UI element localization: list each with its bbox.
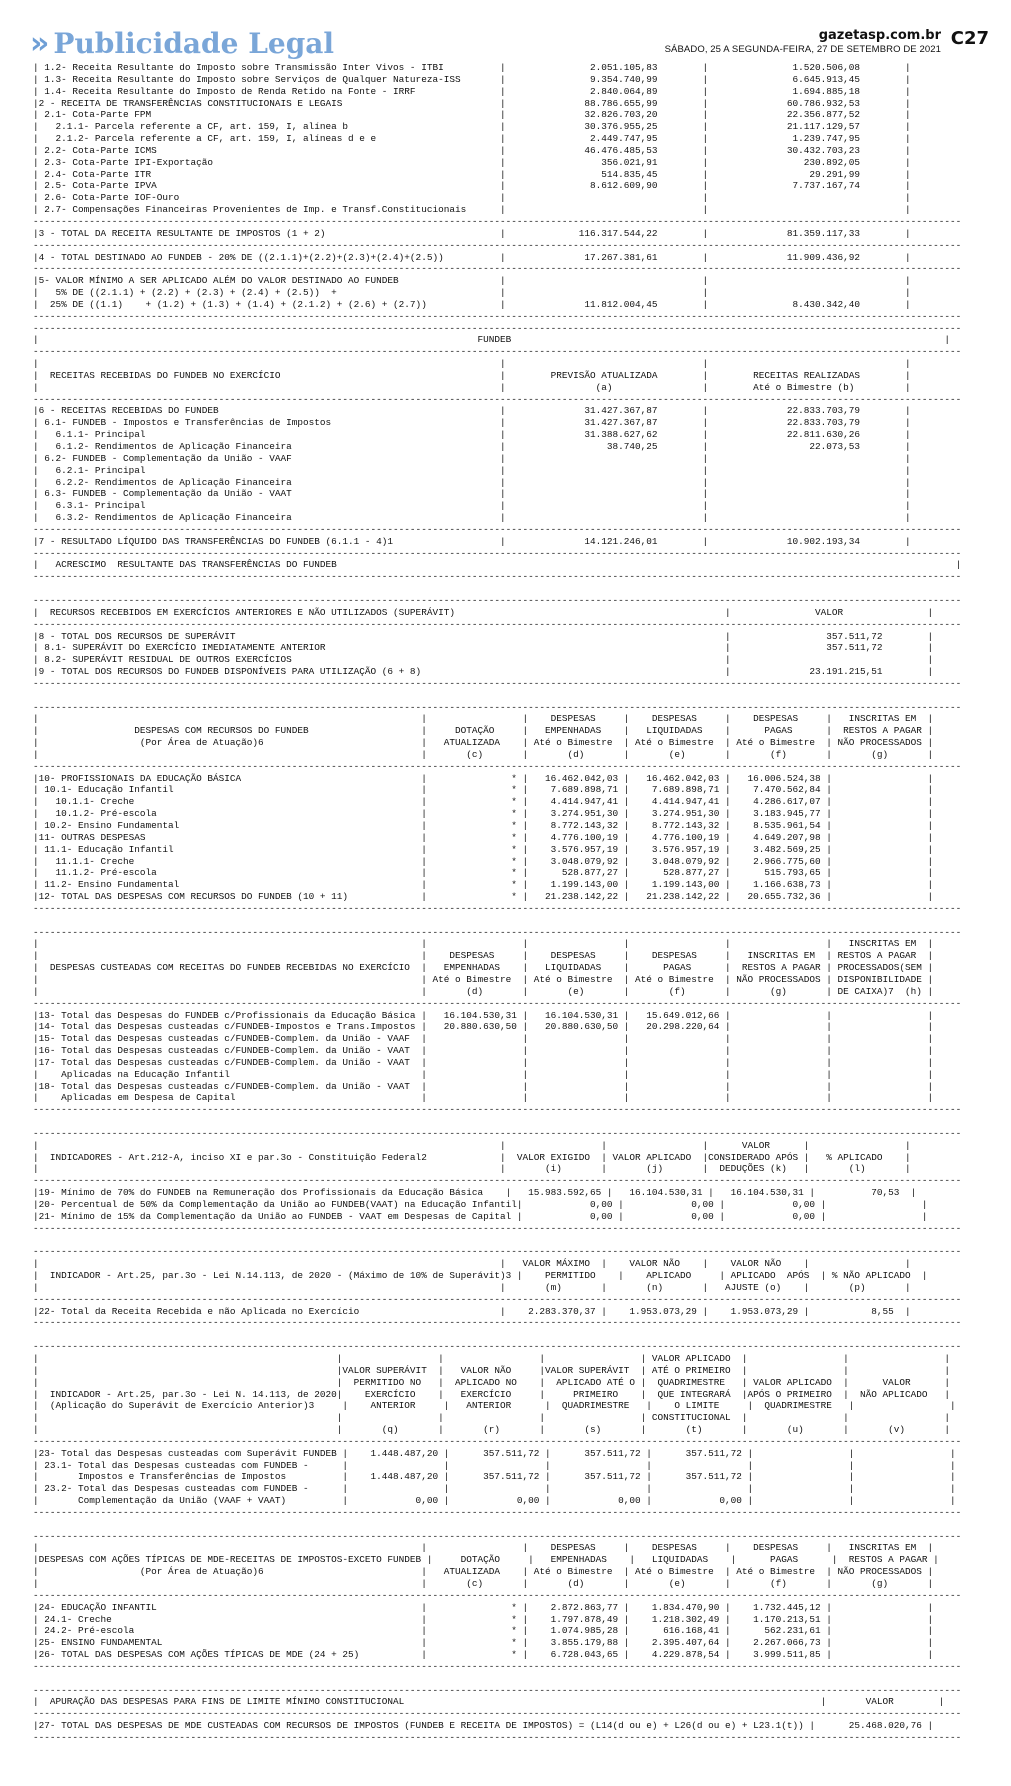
report-line: | 11.1- Educação Infantil | * | 3.576.957,19 | 3.576.957,19 | 3.482.569,25 | | (33, 843, 934, 855)
report-line: |23- Total das Despesas custeadas com Superávit FUNDEB | 1.448.487,20 | 357.511,72 | 357.511,72 | 357.511,72 | | | (33, 1447, 956, 1459)
report-line: | Complementação da União (VAAF + VAAT) | 0,00 | 0,00 | 0,00 | 0,00 | | | (33, 1495, 956, 1507)
report-line: |4 - TOTAL DESTINADO AO FUNDEB - 20% DE ((2.1.1)+(2.2)+(2.3)+(2.4)+(2.5)) | 17.267.381,61 | 11.909.436,92 | (33, 251, 911, 263)
report-line: | ACRESCIMO RESULTANTE DAS TRANSFERÊNCIAS DO FUNDEB | (33, 559, 962, 571)
report-line: | | VALOR MÁXIMO | VALOR NÃO | VALOR NÃO | | (33, 1258, 911, 1270)
report-line: |DESPESAS COM AÇÕES TÍPICAS DE MDE-RECEITAS DE IMPOSTOS-EXCETO FUNDEB | DOTAÇÃO | EMPENHADAS | LIQUIDADAS | PAGAS | RESTOS A PAGAR | (33, 1554, 939, 1566)
report-line (33, 1519, 981, 1531)
report-line: | RECURSOS RECEBIDOS EM EXERCÍCIOS ANTERIORES E NÃO UTILIZADOS (SUPERÁVIT) | VALOR | (33, 606, 934, 618)
rule-line: --------------------------------------------------------------------------------------------------------------------------------------------------------------------- (33, 322, 962, 334)
report-line (33, 1235, 981, 1247)
rule-line: --------------------------------------------------------------------------------------------------------------------------------------------------------------------- (33, 1435, 962, 1447)
rule-line: --------------------------------------------------------------------------------------------------------------------------------------------------------------------- (33, 346, 962, 358)
report-line: | FUNDEB | (33, 334, 951, 346)
rule-line: --------------------------------------------------------------------------------------------------------------------------------------------------------------------- (33, 1708, 962, 1720)
report-line: |25- ENSINO FUNDAMENTAL | * | 3.855.179,88 | 2.395.407,64 | 2.267.066,73 | | (33, 1637, 934, 1649)
rule-line: --------------------------------------------------------------------------------------------------------------------------------------------------------------------- (33, 393, 962, 405)
report-line: | |VALOR SUPERÁVIT | VALOR NÃO |VALOR SUPERÁVIT | ATÉ O PRIMEIRO | | | (33, 1364, 951, 1376)
report-line: |10- PROFISSIONAIS DA EDUCAÇÃO BÁSICA | * | 16.462.042,03 | 16.462.042,03 | 16.006.524,38 | | (33, 772, 934, 784)
report-line: | 23.1- Total das Despesas custeadas com FUNDEB - | | | | | | | (33, 1459, 956, 1471)
report-line: | 2.2- Cota-Parte ICMS | 46.476.485,53 | 30.432.703,23 | (33, 144, 911, 156)
report-line: |20- Percentual de 50% da Complementação da União ao FUNDEB(VAAT) na Educação Infantil| 0,00 | 0,00 | 0,00 | | (33, 1199, 928, 1210)
report-line: | | Até o Bimestre | Até o Bimestre | Até o Bimestre | NÃO PROCESSADOS | DISPONIBILIDADE | (33, 973, 934, 985)
report-line: | 23.2- Total das Despesas custeadas com FUNDEB - | | | | | | | (33, 1483, 956, 1495)
report-line: |21- Mínimo de 15% da Complementação da União ao FUNDEB - VAAT em Despesas de Capital | 0,00 | 0,00 | 0,00 | | (33, 1210, 928, 1222)
report-line: | 6.1.1- Principal | 31.388.627,62 | 22.811.630,26 | (33, 429, 911, 441)
rule-line: --------------------------------------------------------------------------------------------------------------------------------------------------------------------- (33, 594, 962, 606)
rule-line: --------------------------------------------------------------------------------------------------------------------------------------------------------------------- (33, 1530, 962, 1542)
report-line: |8 - TOTAL DOS RECURSOS DE SUPERÁVIT | 357.511,72 | (33, 630, 934, 642)
rule-line: --------------------------------------------------------------------------------------------------------------------------------------------------------------------- (33, 701, 962, 713)
report-line (33, 915, 981, 927)
report-line: |3 - TOTAL DA RECEITA RESULTANTE DE IMPOSTOS (1 + 2) | 116.317.544,22 | 81.359.117,33 | (33, 227, 911, 239)
rule-line: --------------------------------------------------------------------------------------------------------------------------------------------------------------------- (33, 1341, 962, 1353)
rule-line: --------------------------------------------------------------------------------------------------------------------------------------------------------------------- (33, 1731, 962, 1743)
rule-line: --------------------------------------------------------------------------------------------------------------------------------------------------------------------- (33, 523, 962, 535)
report-line: | DESPESAS CUSTEADAS COM RECEITAS DO FUNDEB RECEBIDAS NO EXERCÍCIO | EMPENHADAS | LIQUIDADAS | PAGAS | RESTOS A PAGAR | PROCESSADOS(SEM | (33, 962, 934, 974)
report-line: | (Aplicação do Superávit de Exercício Anterior)3 | ANTERIOR | ANTERIOR | QUADRIMESTRE | O LIMITE | QUADRIMESTRE | | (33, 1400, 956, 1412)
report-line: | | (i) | (j) | DEDUÇÕES (k) | (l) | (33, 1163, 911, 1175)
report-line: | 6.1.2- Rendimentos de Aplicação Financeira | 38.740,25 | 22.073,53 | (33, 441, 911, 452)
report-line: |9 - TOTAL DOS RECURSOS DO FUNDEB DISPONÍVEIS PARA UTILIZAÇÃO (6 + 8) | 23.191.215,51 | (33, 666, 934, 678)
report-line: |7 - RESULTADO LÍQUIDO DAS TRANSFERÊNCIAS DO FUNDEB (6.1.1 - 4)1 | 14.121.246,01 | 10.902.193,34 | (33, 535, 911, 547)
report-line: | Aplicadas em Despesa de Capital | | | | | | (33, 1092, 934, 1104)
report-line: | 24.1- Creche | * | 1.797.878,49 | 1.218.302,49 | 1.170.213,51 | | (33, 1613, 934, 1625)
rule-line: --------------------------------------------------------------------------------------------------------------------------------------------------------------------- (33, 1506, 962, 1518)
report-line: | (Por Área de Atuação)6 | ATUALIZADA | Até o Bimestre | Até o Bimestre | Até o Bimestre | NÃO PROCESSADOS | (33, 737, 934, 749)
rule-line: --------------------------------------------------------------------------------------------------------------------------------------------------------------------- (33, 618, 962, 630)
rule-line: --------------------------------------------------------------------------------------------------------------------------------------------------------------------- (33, 997, 962, 1009)
report-line: | 2.4- Cota-Parte ITR | 514.835,45 | 29.291,99 | (33, 168, 911, 180)
report-line: |26- TOTAL DAS DESPESAS COM AÇÕES TÍPICAS DE MDE (24 + 25) | * | 6.728.043,65 | 4.229.878,54 | 3.999.511,85 | | (33, 1649, 934, 1661)
report-line: | Impostos e Transferências de Impostos | 1.448.487,20 | 357.511,72 | 357.511,72 | 357.511,72 | | | (33, 1471, 956, 1483)
report-line: | 2.1.2- Parcela referente a CF, art. 159, I, alíneas d e e | 2.449.747,95 | 1.239.747,95 | (33, 133, 911, 145)
report-line: |17- Total das Despesas custeadas c/FUNDEB-Complem. da União - VAAT | | | | | | (33, 1056, 934, 1068)
section-title: Publicidade Legal (53, 27, 335, 60)
report-line: | 8.2- SUPERÁVIT RESIDUAL DE OUTROS EXERCÍCIOS | | (33, 654, 934, 666)
rule-line: --------------------------------------------------------------------------------------------------------------------------------------------------------------------- (33, 1246, 962, 1258)
report-line: |2 - RECEITA DE TRANSFERÊNCIAS CONSTITUCIONAIS E LEGAIS | 88.786.655,99 | 60.786.932,53 | (33, 97, 911, 109)
report-line: | | DESPESAS | DESPESAS | DESPESAS | INSCRITAS EM | RESTOS A PAGAR | (33, 950, 934, 962)
rule-line: --------------------------------------------------------------------------------------------------------------------------------------------------------------------- (33, 1317, 962, 1329)
rule-line: --------------------------------------------------------------------------------------------------------------------------------------------------------------------- (33, 1684, 962, 1696)
report-line: | 2.3- Cota-Parte IPI-Exportação | 356.021,91 | 230.892,05 | (33, 156, 911, 168)
report-line: | DESPESAS COM RECURSOS DO FUNDEB | DOTAÇÃO | EMPENHADAS | LIQUIDADAS | PAGAS | RESTOS A PAGAR | (33, 725, 934, 737)
report-line: | 1.4- Receita Resultante do Imposto de Renda Retido na Fonte - IRRF | 2.840.064,89 | 1.694.885,18 | (33, 85, 911, 97)
report-line: | RECEITAS RECEBIDAS DO FUNDEB NO EXERCÍCIO | PREVISÃO ATUALIZADA | RECEITAS REALIZADAS | (33, 369, 911, 381)
report-line: | 2.1- Cota-Parte FPM | 32.826.703,20 | 22.356.877,52 | (33, 109, 911, 121)
report-line: |6 - RECEITAS RECEBIDAS DO FUNDEB | 31.427.367,87 | 22.833.703,79 | (33, 405, 911, 417)
rule-line: --------------------------------------------------------------------------------------------------------------------------------------------------------------------- (33, 1660, 962, 1672)
report-line: |27- TOTAL DAS DESPESAS DE MDE CUSTEADAS COM RECURSOS DE IMPOSTOS (FUNDEB E RECEITA DE IMPOSTOS) = (L14(d ou e) + L26(d ou e) + L23.1(t)) | 25.468.020,76 | (33, 1720, 934, 1732)
report-line: | 2.6- Cota-Parte IOF-Ouro | | | (33, 192, 911, 204)
report-line: | 6.1- FUNDEB - Impostos e Transferências de Impostos | 31.427.367,87 | 22.833.703,79 | (33, 417, 911, 429)
rule-line: --------------------------------------------------------------------------------------------------------------------------------------------------------------------- (33, 239, 962, 251)
rule-line: --------------------------------------------------------------------------------------------------------------------------------------------------------------------- (33, 926, 962, 938)
report-line: | 11.1.1- Creche | * | 3.048.079,92 | 3.048.079,92 | 2.966.775,60 | | (33, 855, 934, 867)
rule-line: --------------------------------------------------------------------------------------------------------------------------------------------------------------------- (33, 760, 962, 772)
rule-line: --------------------------------------------------------------------------------------------------------------------------------------------------------------------- (33, 310, 962, 322)
report-line: | (Por Área de Atuação)6 | ATUALIZADA | Até o Bimestre | Até o Bimestre | Até o Bimestre | NÃO PROCESSADOS | (33, 1566, 934, 1578)
rule-line: --------------------------------------------------------------------------------------------------------------------------------------------------------------------- (33, 1293, 962, 1305)
report-line: | INDICADOR - Art.25, par.3o - Lei N.14.113, de 2020 - (Máximo de 10% de Superávit)3 | PERMITIDO | APLICADO | APLICADO APÓS | % NÃO APLICADO | (33, 1270, 928, 1282)
rule-line: --------------------------------------------------------------------------------------------------------------------------------------------------------------------- (33, 1127, 962, 1139)
report-line (33, 583, 981, 595)
rule-line: --------------------------------------------------------------------------------------------------------------------------------------------------------------------- (33, 1104, 962, 1116)
report-line: | | | DESPESAS | DESPESAS | DESPESAS | INSCRITAS EM | (33, 1542, 934, 1554)
report-line: | | (c) | (d) | (e) | (f) | (g) | (33, 1578, 934, 1589)
report-line: | 10.1.1- Creche | * | 4.414.947,41 | 4.414.947,41 | 4.286.617,07 | | (33, 796, 934, 808)
rule-line: --------------------------------------------------------------------------------------------------------------------------------------------------------------------- (33, 571, 962, 583)
report-line: | 25% DE ((1.1) + (1.2) + (1.3) + (1.4) + (2.1.2) + (2.6) + (2.7)) | 11.812.004,45 | 8.430.342,40 | (33, 298, 911, 310)
report-line: | | | | (33, 358, 911, 370)
report-line: | 1.3- Receita Resultante do Imposto sobre Serviços de Qualquer Natureza-ISS | 9.354.740,99 | 6.645.913,45 | (33, 73, 911, 85)
report-line: | 2.7- Compensações Financeiras Provenientes de Imp. e Transf.Constitucionais | | | (33, 204, 911, 216)
report-line: |14- Total das Despesas custeadas c/FUNDEB-Impostos e Trans.Impostos | 20.880.630,50 | 20.880.630,50 | 20.298.220,64 | | | (33, 1021, 934, 1033)
financial-report-table (33, 62, 981, 1744)
rule-line: --------------------------------------------------------------------------------------------------------------------------------------------------------------------- (33, 263, 962, 275)
report-line: |22- Total da Receita Recebida e não Aplicada no Exercício | 2.283.370,37 | 1.953.073,29 | 1.953.073,29 | 8,55 | (33, 1305, 911, 1317)
rule-line: --------------------------------------------------------------------------------------------------------------------------------------------------------------------- (33, 1222, 962, 1234)
report-line: | | PERMITIDO NO | APLICADO NO | APLICADO ATÉ O | QUADRIMESTRE | VALOR APLICADO | VALOR | (33, 1376, 951, 1388)
report-line: | 11.2- Ensino Fundamental | * | 1.199.143,00 | 1.199.143,00 | 1.166.638,73 | | (33, 879, 934, 891)
page-number: C27 (950, 28, 989, 49)
rule-line: --------------------------------------------------------------------------------------------------------------------------------------------------------------------- (33, 215, 962, 227)
report-line: | 6.2- FUNDEB - Complementação da União - VAAF | | | (33, 452, 911, 464)
report-line: | 8.1- SUPERÁVIT DO EXERCÍCIO IMEDIATAMENTE ANTERIOR | 357.511,72 | (33, 642, 934, 654)
report-line: | 6.3.2- Rendimentos de Aplicação Financeira | | | (33, 512, 911, 524)
report-line: | 2.5- Cota-Parte IPVA | 8.612.609,90 | 7.737.167,74 | (33, 180, 911, 192)
report-line (33, 1329, 981, 1341)
report-line: | APURAÇÃO DAS DESPESAS PARA FINS DE LIMITE MÍNIMO CONSTITUCIONAL | VALOR | (33, 1696, 945, 1708)
report-line: | 6.3- FUNDEB - Complementação da União - VAAT | | | (33, 488, 911, 500)
report-line: | INDICADOR - Art.25, par.3o - Lei N. 14.113, de 2020| EXERCÍCIO | EXERCÍCIO | PRIMEIRO | QUE INTEGRARÁ |APÓS O PRIMEIRO | NÃO APLICADO | (33, 1388, 951, 1400)
report-line: | | | DESPESAS | DESPESAS | DESPESAS | INSCRITAS EM | (33, 713, 934, 725)
report-line: | | | | | CONSTITUCIONAL | | | (33, 1412, 951, 1424)
report-line: | 10.1- Educação Infantil | * | 7.689.898,71 | 7.689.898,71 | 7.470.562,84 | | (33, 784, 934, 796)
report-line: | | (a) | Até o Bimestre (b) | (33, 381, 911, 393)
rule-line: --------------------------------------------------------------------------------------------------------------------------------------------------------------------- (33, 1175, 962, 1187)
report-line: | | | | | VALOR APLICADO | | | (33, 1352, 951, 1364)
rule-line: --------------------------------------------------------------------------------------------------------------------------------------------------------------------- (33, 1589, 962, 1601)
report-line: | | | | VALOR | | (33, 1139, 911, 1151)
report-line: | | | | | | INSCRITAS EM | (33, 938, 934, 950)
report-line: | | (q) | (r) | (s) | (t) | (u) | (v) | (33, 1424, 951, 1436)
rule-line: --------------------------------------------------------------------------------------------------------------------------------------------------------------------- (33, 547, 962, 559)
publicidade-legal-logo (30, 26, 334, 61)
masthead (0, 0, 1011, 62)
report-line (33, 1116, 981, 1128)
report-line: |19- Mínimo de 70% do FUNDEB na Remuneração dos Profissionais da Educação Básica | 15.983.592,65 | 16.104.530,31 | 16.104.530,31 | 70,53 | (33, 1187, 917, 1199)
report-line: | INDICADORES - Art.212-A, inciso XI e par.3o - Constituição Federal2 | VALOR EXIGIDO | VALOR APLICADO |CONSIDERADO APÓS | % APLICADO | (33, 1151, 911, 1163)
report-line: |11- OUTRAS DESPESAS | * | 4.776.100,19 | 4.776.100,19 | 4.649.207,98 | | (33, 831, 934, 843)
report-line (33, 1673, 981, 1685)
report-line: |13- Total das Despesas do FUNDEB c/Profissionais da Educação Básica | 16.104.530,31 | 16.104.530,31 | 15.649.012,66 | | | (33, 1009, 934, 1021)
report-line: |5- VALOR MÍNIMO A SER APLICADO ALÉM DO VALOR DESTINADO AO FUNDEB | | | (33, 275, 911, 287)
report-line: | Aplicadas na Educação Infantil | | | | | | (33, 1068, 934, 1080)
site-url: gazetasp.com.br (818, 28, 941, 43)
report-line: | | (m) | (n) | AJUSTE (o) | (p) | (33, 1281, 911, 1293)
report-line: | 10.2- Ensino Fundamental | * | 8.772.143,32 | 8.772.143,32 | 8.535.961,54 | | (33, 820, 934, 831)
double-chevron-icon: » (30, 26, 44, 61)
report-line: | 5% DE ((2.1.1) + (2.2) + (2.3) + (2.4) + (2.5)) + | | | (33, 287, 911, 299)
report-line: | 24.2- Pré-escola | * | 1.074.985,28 | 616.168,41 | 562.231,61 | | (33, 1625, 934, 1637)
report-line: | 6.3.1- Principal | | | (33, 500, 911, 512)
rule-line: --------------------------------------------------------------------------------------------------------------------------------------------------------------------- (33, 902, 962, 914)
report-line: | 10.1.2- Pré-escola | * | 3.274.951,30 | 3.274.951,30 | 3.183.945,77 | | (33, 808, 934, 820)
report-line: | | (c) | (d) | (e) | (f) | (g) | (33, 748, 934, 760)
report-line: | 6.2.1- Principal | | | (33, 464, 911, 476)
publication-date: SÁBADO, 25 A SEGUNDA-FEIRA, 27 DE SETEMBRO DE 2021 (664, 44, 941, 55)
report-line: |24- EDUCAÇÃO INFANTIL | * | 2.872.863,77 | 1.834.470,90 | 1.732.445,12 | | (33, 1601, 934, 1613)
report-line: | 2.1.1- Parcela referente a CF, art. 159, I, alínea b | 30.376.955,25 | 21.117.129,57 | (33, 121, 911, 133)
report-line: |18- Total das Despesas custeadas c/FUNDEB-Complem. da União - VAAT | | | | | | (33, 1080, 934, 1092)
report-line (33, 690, 981, 702)
rule-line: --------------------------------------------------------------------------------------------------------------------------------------------------------------------- (33, 677, 962, 689)
report-line: |12- TOTAL DAS DESPESAS COM RECURSOS DO FUNDEB (10 + 11) | * | 21.238.142,22 | 21.238.142,22 | 20.655.732,36 | | (33, 891, 934, 903)
report-line: | 11.1.2- Pré-escola | * | 528.877,27 | 528.877,27 | 515.793,65 | | (33, 867, 934, 879)
report-line: |15- Total das Despesas custeadas c/FUNDEB-Complem. da União - VAAF | | | | | | (33, 1033, 934, 1045)
report-line: | 1.2- Receita Resultante do Imposto sobre Transmissão Inter Vivos - ITBI | 2.051.105,83 | 1.520.506,08 | (33, 62, 911, 73)
report-line: |16- Total das Despesas custeadas c/FUNDEB-Complem. da União - VAAT | | | | | | (33, 1045, 934, 1057)
report-line: | | (d) | (e) | (f) | (g) | DE CAIXA)7 (h) | (33, 985, 934, 997)
report-line: | 6.2.2- Rendimentos de Aplicação Financeira | | | (33, 476, 911, 488)
